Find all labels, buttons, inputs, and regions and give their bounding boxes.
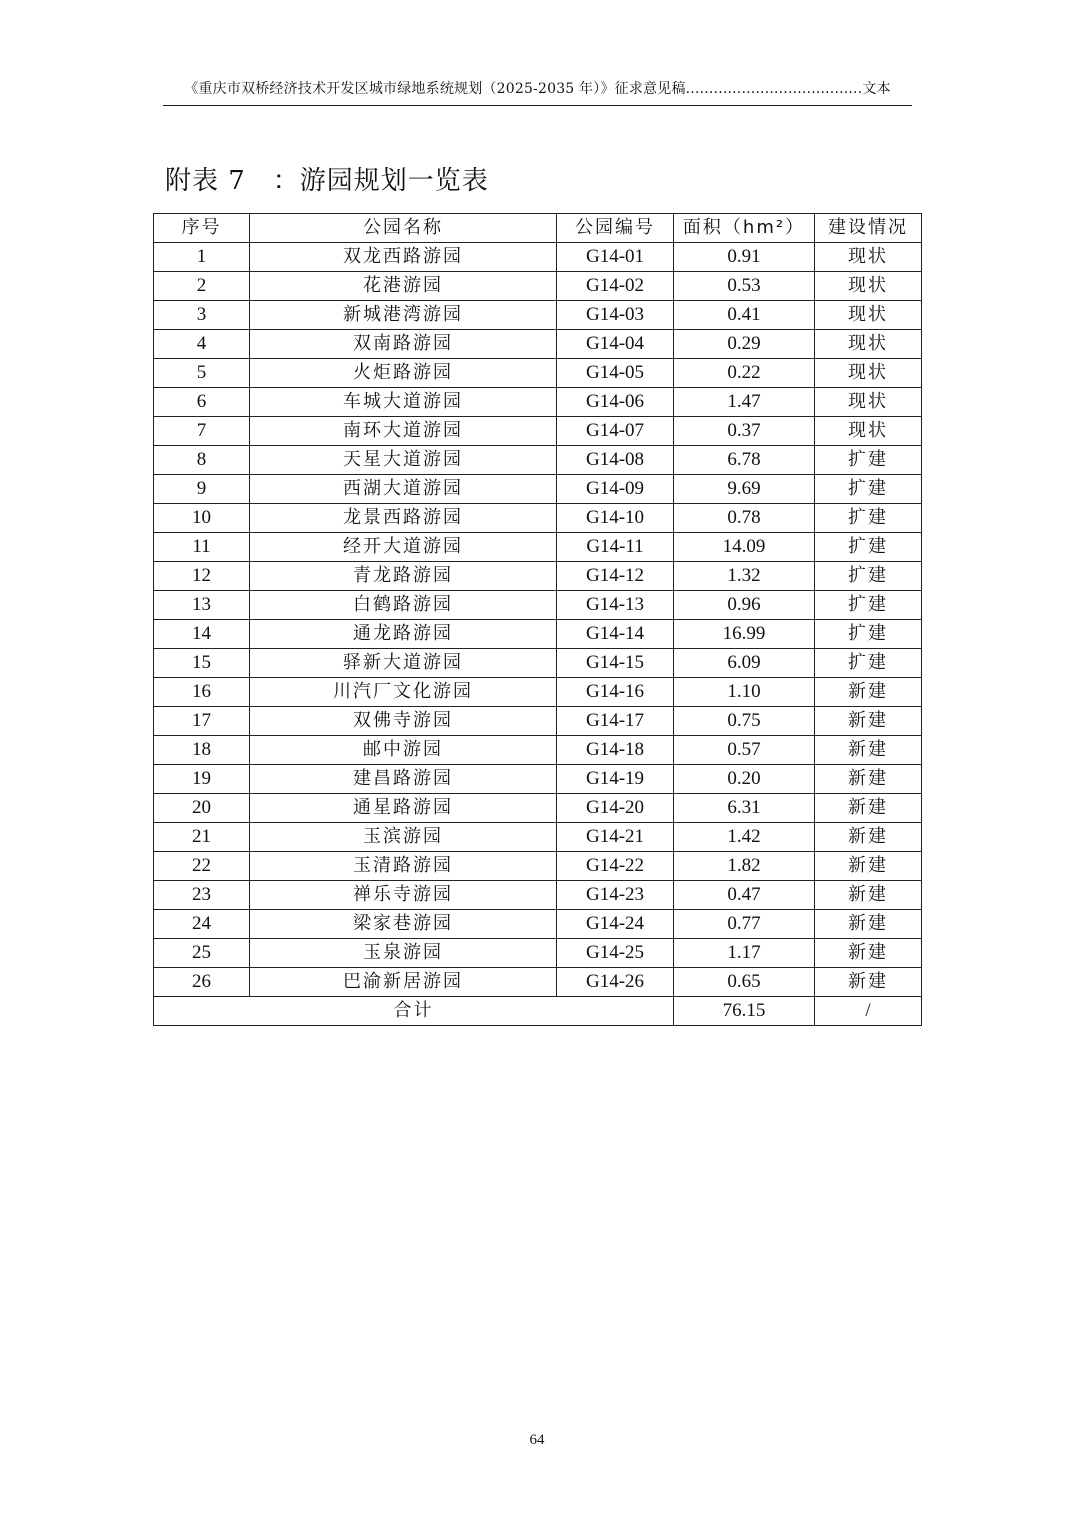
cell-area: 1.32	[674, 562, 815, 591]
cell-area: 0.20	[674, 765, 815, 794]
cell-park-code: G14-17	[557, 707, 674, 736]
cell-index: 13	[154, 591, 250, 620]
header-divider	[163, 105, 912, 106]
table-row	[154, 823, 922, 852]
cell-park-name: 天星大道游园	[250, 446, 557, 475]
cell-area: 1.47	[674, 388, 815, 417]
table-row	[154, 330, 922, 359]
cell-park-name: 驿新大道游园	[250, 649, 557, 678]
cell-area: 0.96	[674, 591, 815, 620]
cell-park-code: G14-10	[557, 504, 674, 533]
table-row	[154, 649, 922, 678]
cell-park-code: G14-05	[557, 359, 674, 388]
cell-park-code: G14-18	[557, 736, 674, 765]
cell-park-code: G14-06	[557, 388, 674, 417]
cell-area: 0.78	[674, 504, 815, 533]
cell-park-name: 新城港湾游园	[250, 301, 557, 330]
cell-park-name: 玉滨游园	[250, 823, 557, 852]
cell-park-code: G14-15	[557, 649, 674, 678]
cell-park-name: 南环大道游园	[250, 417, 557, 446]
cell-park-name: 车城大道游园	[250, 388, 557, 417]
cell-area: 1.17	[674, 939, 815, 968]
cell-park-code: G14-02	[557, 272, 674, 301]
cell-area: 0.22	[674, 359, 815, 388]
cell-park-code: G14-12	[557, 562, 674, 591]
cell-status: 扩建	[815, 504, 922, 533]
header-area: 面积（hm²）	[674, 214, 815, 243]
cell-area: 1.42	[674, 823, 815, 852]
cell-index: 4	[154, 330, 250, 359]
cell-park-name: 梁家巷游园	[250, 910, 557, 939]
cell-park-code: G14-24	[557, 910, 674, 939]
cell-index: 15	[154, 649, 250, 678]
cell-park-code: G14-16	[557, 678, 674, 707]
total-label: 合计	[154, 997, 674, 1026]
cell-park-name: 玉清路游园	[250, 852, 557, 881]
cell-status: 现状	[815, 272, 922, 301]
cell-area: 14.09	[674, 533, 815, 562]
table-row	[154, 301, 922, 330]
cell-index: 20	[154, 794, 250, 823]
cell-status: 扩建	[815, 446, 922, 475]
table-row	[154, 243, 922, 272]
cell-area: 0.29	[674, 330, 815, 359]
cell-park-name: 经开大道游园	[250, 533, 557, 562]
table-row	[154, 562, 922, 591]
cell-park-code: G14-25	[557, 939, 674, 968]
header-index: 序号	[154, 214, 250, 243]
cell-index: 9	[154, 475, 250, 504]
cell-index: 10	[154, 504, 250, 533]
cell-index: 6	[154, 388, 250, 417]
table-header-row	[154, 214, 922, 243]
cell-status: 现状	[815, 388, 922, 417]
total-status: /	[815, 997, 922, 1026]
cell-park-code: G14-08	[557, 446, 674, 475]
cell-park-name: 邮中游园	[250, 736, 557, 765]
cell-park-name: 通星路游园	[250, 794, 557, 823]
cell-park-code: G14-21	[557, 823, 674, 852]
cell-index: 7	[154, 417, 250, 446]
table-row	[154, 475, 922, 504]
cell-park-name: 西湖大道游园	[250, 475, 557, 504]
table-row	[154, 707, 922, 736]
table-row	[154, 620, 922, 649]
cell-status: 新建	[815, 881, 922, 910]
cell-area: 6.31	[674, 794, 815, 823]
table-row	[154, 794, 922, 823]
cell-park-name: 建昌路游园	[250, 765, 557, 794]
cell-park-code: G14-11	[557, 533, 674, 562]
cell-area: 0.47	[674, 881, 815, 910]
page-number: 64	[529, 1432, 545, 1448]
cell-index: 14	[154, 620, 250, 649]
header-park-code: 公园编号	[557, 214, 674, 243]
cell-park-code: G14-03	[557, 301, 674, 330]
cell-status: 新建	[815, 765, 922, 794]
cell-status: 新建	[815, 852, 922, 881]
cell-park-name: 火炬路游园	[250, 359, 557, 388]
cell-status: 扩建	[815, 649, 922, 678]
cell-status: 现状	[815, 330, 922, 359]
cell-park-code: G14-19	[557, 765, 674, 794]
cell-status: 新建	[815, 823, 922, 852]
cell-area: 0.37	[674, 417, 815, 446]
cell-area: 0.53	[674, 272, 815, 301]
cell-index: 2	[154, 272, 250, 301]
cell-area: 0.75	[674, 707, 815, 736]
cell-status: 扩建	[815, 620, 922, 649]
cell-area: 0.41	[674, 301, 815, 330]
header-status: 建设情况	[815, 214, 922, 243]
table-title: 附表 7 ：游园规划一览表	[165, 166, 489, 196]
cell-index: 22	[154, 852, 250, 881]
cell-status: 新建	[815, 910, 922, 939]
cell-status: 扩建	[815, 475, 922, 504]
cell-status: 新建	[815, 794, 922, 823]
cell-park-name: 巴渝新居游园	[250, 968, 557, 997]
cell-park-name: 玉泉游园	[250, 939, 557, 968]
table-row	[154, 533, 922, 562]
cell-park-name: 龙景西路游园	[250, 504, 557, 533]
table-row	[154, 359, 922, 388]
table-row	[154, 504, 922, 533]
cell-area: 1.10	[674, 678, 815, 707]
cell-status: 现状	[815, 301, 922, 330]
cell-park-name: 禅乐寺游园	[250, 881, 557, 910]
cell-park-code: G14-22	[557, 852, 674, 881]
cell-park-code: G14-01	[557, 243, 674, 272]
table-row	[154, 678, 922, 707]
cell-area: 0.57	[674, 736, 815, 765]
park-plan-table	[153, 213, 922, 1026]
total-area: 76.15	[674, 997, 815, 1026]
cell-index: 11	[154, 533, 250, 562]
cell-area: 9.69	[674, 475, 815, 504]
cell-status: 扩建	[815, 562, 922, 591]
cell-park-name: 川汽厂文化游园	[250, 678, 557, 707]
cell-park-code: G14-07	[557, 417, 674, 446]
cell-status: 新建	[815, 939, 922, 968]
cell-status: 现状	[815, 417, 922, 446]
cell-park-code: G14-26	[557, 968, 674, 997]
cell-area: 0.65	[674, 968, 815, 997]
cell-park-name: 花港游园	[250, 272, 557, 301]
cell-area: 0.77	[674, 910, 815, 939]
cell-park-name: 双佛寺游园	[250, 707, 557, 736]
table-row	[154, 939, 922, 968]
table-row	[154, 881, 922, 910]
cell-area: 6.09	[674, 649, 815, 678]
table-row	[154, 272, 922, 301]
running-header: 《重庆市双桥经济技术开发区城市绿地系统规划（2025-2035 年）》征求意见稿......................................文本	[184, 81, 891, 97]
cell-status: 新建	[815, 736, 922, 765]
cell-area: 6.78	[674, 446, 815, 475]
cell-index: 21	[154, 823, 250, 852]
cell-index: 3	[154, 301, 250, 330]
table-row	[154, 736, 922, 765]
cell-index: 16	[154, 678, 250, 707]
cell-park-name: 通龙路游园	[250, 620, 557, 649]
cell-park-code: G14-20	[557, 794, 674, 823]
cell-index: 5	[154, 359, 250, 388]
cell-area: 16.99	[674, 620, 815, 649]
cell-index: 23	[154, 881, 250, 910]
cell-status: 扩建	[815, 533, 922, 562]
cell-index: 12	[154, 562, 250, 591]
table-row	[154, 591, 922, 620]
table-row	[154, 388, 922, 417]
cell-park-code: G14-09	[557, 475, 674, 504]
cell-status: 现状	[815, 243, 922, 272]
total-row	[154, 997, 922, 1026]
table-row	[154, 446, 922, 475]
cell-index: 17	[154, 707, 250, 736]
cell-status: 新建	[815, 707, 922, 736]
cell-status: 扩建	[815, 591, 922, 620]
cell-status: 新建	[815, 678, 922, 707]
cell-index: 24	[154, 910, 250, 939]
table-row	[154, 417, 922, 446]
cell-park-code: G14-04	[557, 330, 674, 359]
cell-index: 25	[154, 939, 250, 968]
cell-index: 26	[154, 968, 250, 997]
cell-park-name: 白鹤路游园	[250, 591, 557, 620]
table-row	[154, 968, 922, 997]
table-row	[154, 765, 922, 794]
cell-park-code: G14-23	[557, 881, 674, 910]
cell-park-name: 青龙路游园	[250, 562, 557, 591]
cell-park-code: G14-14	[557, 620, 674, 649]
table-row	[154, 852, 922, 881]
cell-index: 19	[154, 765, 250, 794]
cell-index: 8	[154, 446, 250, 475]
cell-index: 18	[154, 736, 250, 765]
cell-status: 现状	[815, 359, 922, 388]
table-row	[154, 910, 922, 939]
cell-park-name: 双龙西路游园	[250, 243, 557, 272]
cell-area: 0.91	[674, 243, 815, 272]
cell-status: 新建	[815, 968, 922, 997]
cell-area: 1.82	[674, 852, 815, 881]
cell-park-name: 双南路游园	[250, 330, 557, 359]
header-park-name: 公园名称	[250, 214, 557, 243]
cell-park-code: G14-13	[557, 591, 674, 620]
cell-index: 1	[154, 243, 250, 272]
